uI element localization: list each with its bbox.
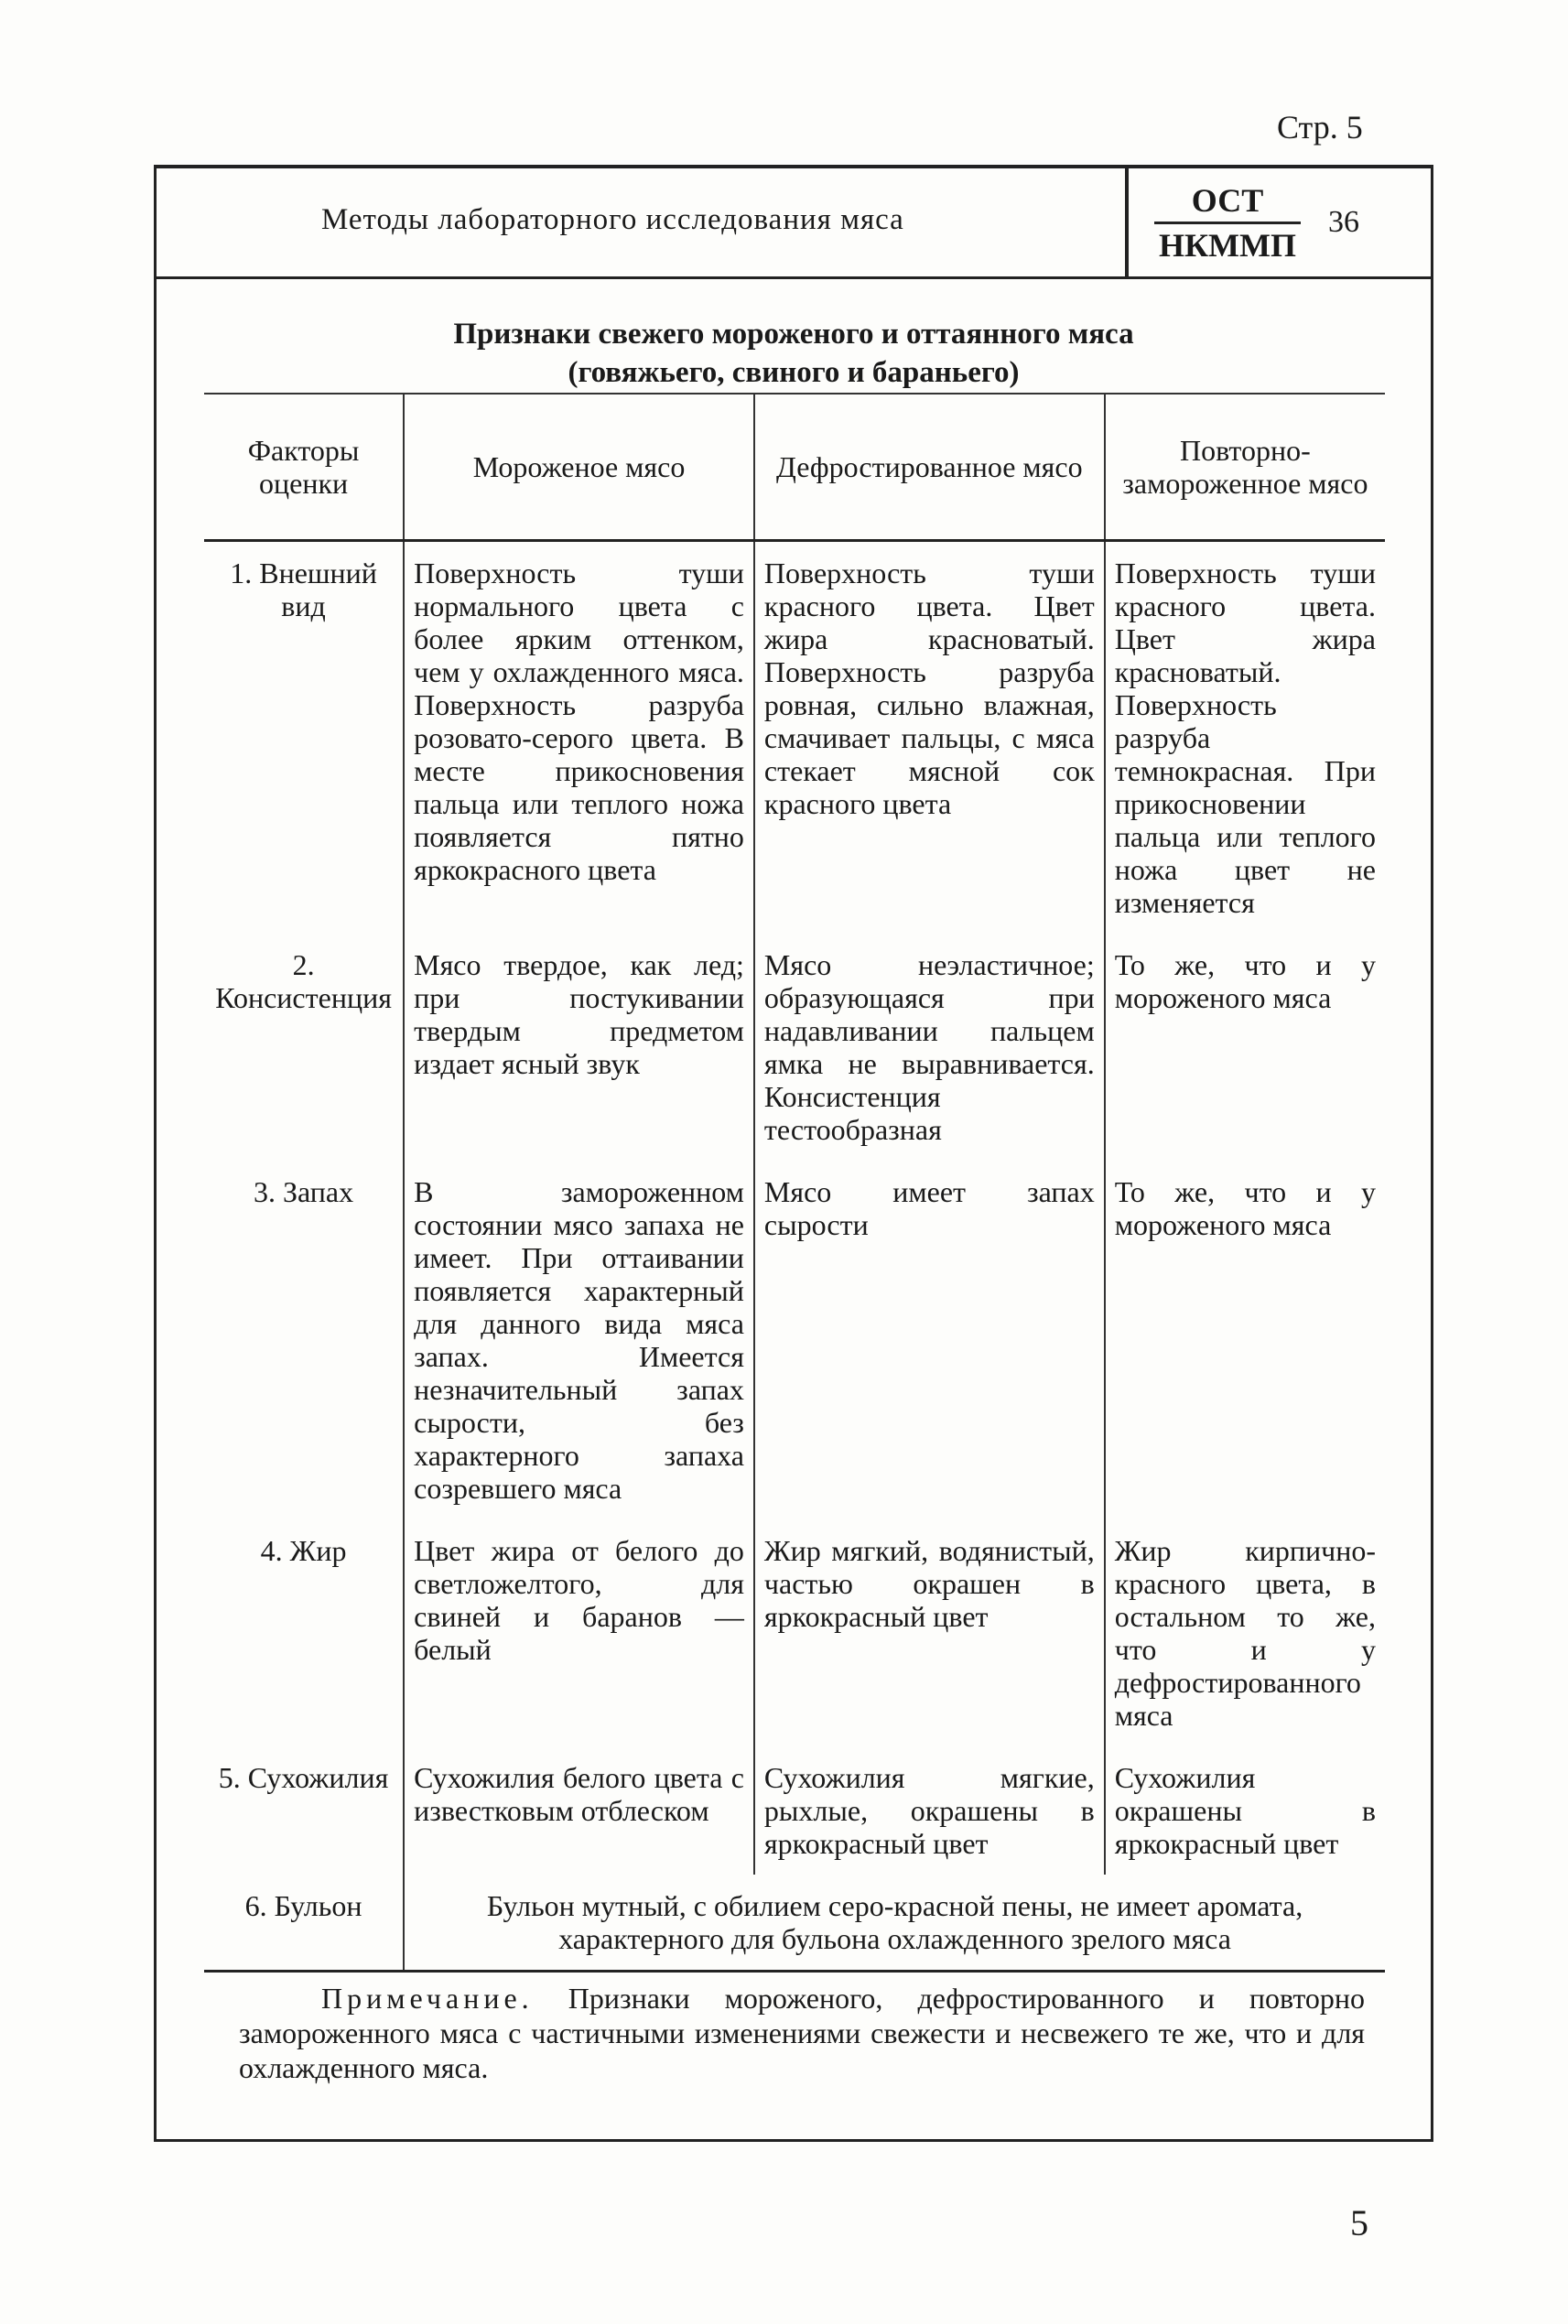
defrosted-cell: Мясо имеет запах сырости xyxy=(754,1161,1105,1519)
note-text: Признаки мороженого, дефростированного и повторно замороженного мяса с частичными изменениями свежести и несвежего те же, что и для охлажденного мяса. xyxy=(239,1982,1366,2084)
table-row xyxy=(204,1161,1385,1519)
refrozen-cell: Поверхность туши красного цвета. Цвет жира красноватый. Поверхность разруба темнокрасная. При прикосновении пальца или теплого ножа цвет не изменяется xyxy=(1105,541,1385,935)
note-label: Примечание. xyxy=(321,1982,534,2015)
frozen-cell: Цвет жира от белого до светложелтого, для свиней и баранов — белый xyxy=(404,1519,754,1746)
signs-table xyxy=(204,393,1385,1973)
document-header xyxy=(157,168,1431,279)
table-row xyxy=(204,934,1385,1161)
factor-cell: 3. Запах xyxy=(253,1175,354,1208)
frozen-cell: Поверхность туши нормального цвета с более ярким оттенком, чем у охлажденного мяса. Поверхность разруба розовато-серого цвета. В месте прикосновения пальца или теплого ножа появляется пятно яркокрасного цвета xyxy=(404,541,754,935)
column-header-factors: Факторы оценки xyxy=(204,394,404,541)
page-folio: 5 xyxy=(1350,2202,1368,2243)
table-title-line-2: (говяжьего, свиного и бараньего) xyxy=(568,356,1020,389)
refrozen-cell: То же, что и у мороженого мяса xyxy=(1105,1161,1385,1519)
refrozen-cell: Жир кирпично-красного цвета, в остальном то же, что и у дефростированного мяса xyxy=(1105,1519,1385,1746)
column-header-refrozen: Повторно-замороженное мясо xyxy=(1105,394,1385,541)
note xyxy=(239,1981,1365,2085)
table-row xyxy=(204,541,1385,935)
factor-cell: 4. Жир xyxy=(260,1534,347,1567)
defrosted-cell: Мясо неэластичное; образующаяся при надавливании пальцем ямка не выравнивается. Консистенция тестообразная xyxy=(754,934,1105,1161)
table-header-row xyxy=(204,394,1385,541)
standard-code xyxy=(1154,181,1301,265)
table-title xyxy=(157,315,1431,392)
header-divider xyxy=(1125,168,1129,276)
table-row-broth xyxy=(204,1875,1385,1972)
defrosted-cell: Сухожилия мягкие, рыхлые, окрашены в яркокрасный цвет xyxy=(754,1746,1105,1875)
table-title-line-1: Признаки свежего мороженого и оттаянного мяса xyxy=(453,318,1134,351)
frozen-cell: Сухожилия белого цвета с известковым отблеском xyxy=(404,1746,754,1875)
column-header-defrosted: Дефростированное мясо xyxy=(754,394,1105,541)
factor-cell: 5. Сухожилия xyxy=(218,1761,389,1794)
defrosted-cell: Жир мягкий, водянистый, частью окрашен в яркокрасный цвет xyxy=(754,1519,1105,1746)
defrosted-cell: Поверхность туши красного цвета. Цвет жира красноватый. Поверхность разруба ровная, сильно влажная, смачивает пальцы, с мяса стекает мясной сок красного цвета xyxy=(754,541,1105,935)
standard-number: 36 xyxy=(1328,205,1359,239)
frozen-cell: Мясо твердое, как лед; при постукивании твердым предметом издает ясный звук xyxy=(404,934,754,1161)
factor-cell: 2. Консистенция xyxy=(215,948,392,1014)
standard-code-bottom: НКММП xyxy=(1158,227,1297,264)
table-row xyxy=(204,1519,1385,1746)
refrozen-cell: То же, что и у мороженого мяса xyxy=(1105,934,1385,1161)
factor-cell: 6. Бульон xyxy=(204,1875,404,1972)
factor-cell: 1. Внешний вид xyxy=(230,557,377,622)
page-label: Стр. 5 xyxy=(1277,109,1363,146)
column-header-frozen: Мороженое мясо xyxy=(404,394,754,541)
frozen-cell: В замороженном состоянии мясо запаха не имеет. При оттаивании появляется характерный для данного вида мяса запах. Имеется незначительный запах сырости, без характерного запаха созревшего мяса xyxy=(404,1161,754,1519)
table-row xyxy=(204,1746,1385,1875)
standard-code-top: ОСТ xyxy=(1154,181,1301,224)
document-frame xyxy=(154,165,1433,2142)
refrozen-cell: Сухожилия окрашены в яркокрасный цвет xyxy=(1105,1746,1385,1875)
broth-cell: Бульон мутный, с обилием серо-красной пены, не имеет аромата, характерного для бульона охлажденного зрелого мяса xyxy=(404,1875,1385,1972)
header-title: Методы лабораторного исследования мяса xyxy=(321,203,904,236)
